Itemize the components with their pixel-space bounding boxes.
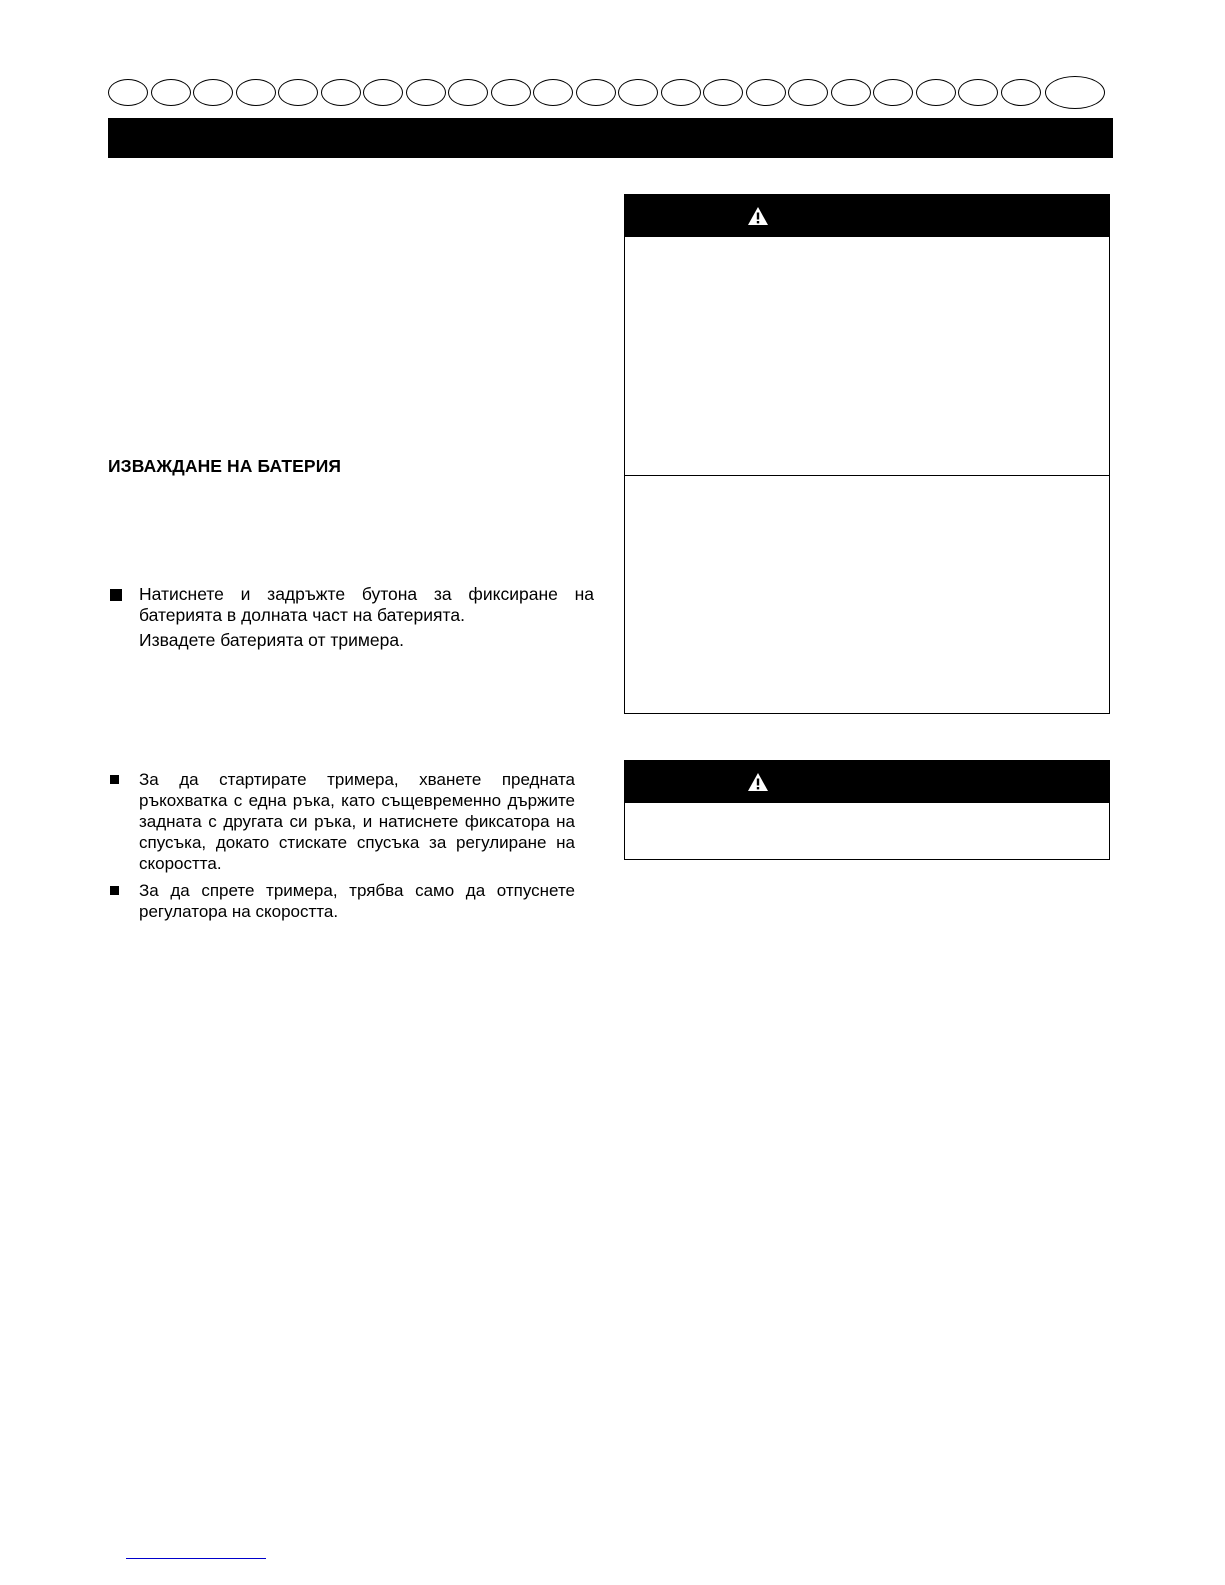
start-step-text: За да стартирате тримера, хванете предната ръкохватка с една ръка, като същевременно държите задната с другата си ръка, и натиснете фиксатора на спусъка, докато стискате спусъка за регулиране на скоростта. [139, 770, 575, 873]
language-tab[interactable] [448, 79, 488, 106]
language-tab[interactable] [873, 79, 913, 106]
warning-box [624, 760, 1110, 860]
footer-link[interactable] [126, 1558, 266, 1559]
language-tab[interactable] [108, 79, 148, 106]
battery-removal-steps [108, 584, 594, 651]
language-tab[interactable] [661, 79, 701, 106]
language-tab[interactable] [831, 79, 871, 106]
language-selector [108, 76, 1112, 112]
bullet-square-icon [110, 589, 122, 601]
section-header-bar [108, 118, 1113, 158]
language-tab[interactable] [533, 79, 573, 106]
language-tab[interactable] [491, 79, 531, 106]
language-tab[interactable] [193, 79, 233, 106]
bullet-square-icon [110, 886, 119, 895]
language-tab[interactable] [236, 79, 276, 106]
list-item [108, 769, 575, 874]
stop-step-text: За да спрете тримера, трябва само да отпуснете регулатора на скоростта. [139, 881, 575, 921]
language-tab[interactable] [151, 79, 191, 106]
warning-triangle-icon [747, 206, 769, 226]
language-tab[interactable] [1045, 76, 1105, 109]
list-item [108, 880, 575, 922]
language-tab[interactable] [576, 79, 616, 106]
language-tab[interactable] [363, 79, 403, 106]
language-tab[interactable] [788, 79, 828, 106]
warning-divider [625, 475, 1109, 476]
language-tab[interactable] [703, 79, 743, 106]
start-stop-steps [108, 769, 575, 928]
warning-header [625, 761, 1109, 803]
warning-header [625, 195, 1109, 237]
removal-step-subtext: Извадете батерията от тримера. [139, 630, 404, 650]
list-item [108, 584, 594, 651]
language-tab[interactable] [958, 79, 998, 106]
warning-triangle-icon [747, 772, 769, 792]
bullet-square-icon [110, 775, 119, 784]
warning-box [624, 194, 1110, 714]
language-tab[interactable] [406, 79, 446, 106]
language-tab[interactable] [278, 79, 318, 106]
battery-removal-heading: ИЗВАЖДАНЕ НА БАТЕРИЯ [108, 456, 342, 476]
language-tab[interactable] [746, 79, 786, 106]
removal-step-text: Натиснете и задръжте бутона за фиксиране на батерията в долната част на батерията. [139, 584, 594, 625]
language-tab[interactable] [1001, 79, 1041, 106]
language-tab[interactable] [916, 79, 956, 106]
language-tab[interactable] [618, 79, 658, 106]
language-tab[interactable] [321, 79, 361, 106]
